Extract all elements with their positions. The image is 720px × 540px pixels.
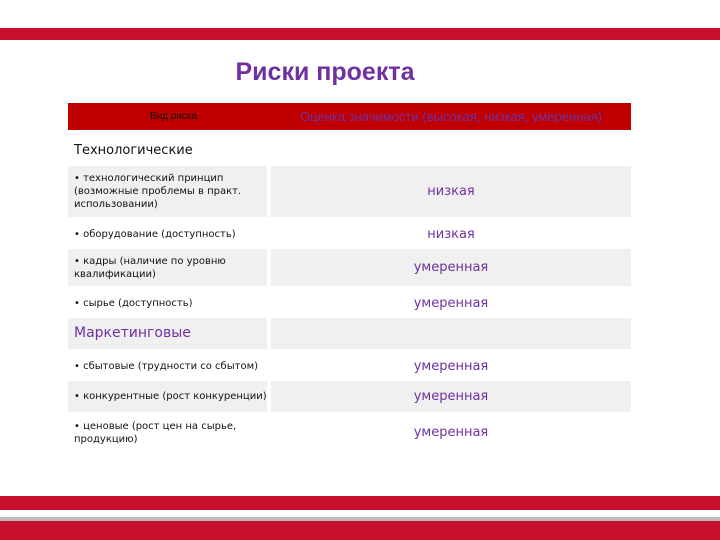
risk-cell: • ценовые (рост цен на сырье, продукцию): [74, 420, 237, 445]
table-row: [68, 166, 631, 217]
section-label: Технологические: [74, 142, 193, 158]
section-label: Маркетинговые: [68, 318, 267, 349]
bottom-red-band-2: [0, 521, 720, 540]
level-cell: низкая: [427, 226, 475, 242]
level-cell: умеренная: [413, 358, 489, 374]
risk-cell: • конкурентные (рост конкуренции): [68, 381, 267, 412]
table-row: [68, 288, 631, 318]
header-significance: Оценка значимости (высокая, низкая, умеренная): [271, 103, 631, 130]
risk-cell: • сырье (доступность): [74, 297, 193, 309]
risk-cell: • кадры (наличие по уровню квалификации): [68, 249, 267, 286]
table-row: [68, 414, 631, 451]
section-row-marketing: [68, 318, 631, 349]
table-row: [68, 381, 631, 412]
level-cell: умеренная: [413, 295, 489, 311]
level-cell: умеренная: [271, 381, 631, 412]
header-risk-type: Вид риска: [68, 103, 273, 130]
bottom-red-band: [0, 496, 720, 510]
risk-cell: • оборудование (доступность): [74, 228, 236, 240]
level-cell: низкая: [271, 166, 631, 217]
risk-cell: • технологический принцип (возможные проблемы в практ. использовании): [68, 166, 267, 217]
table-row: [68, 219, 631, 249]
empty-cell: [271, 318, 631, 349]
level-cell: умеренная: [413, 425, 489, 440]
top-red-band: [0, 28, 720, 40]
table-row: [68, 249, 631, 286]
page-title: Риски проекта: [235, 58, 415, 86]
section-row-technological: [68, 136, 631, 164]
risk-cell: • сбытовые (трудности со сбытом): [74, 360, 259, 372]
level-cell: умеренная: [271, 249, 631, 286]
table-row: [68, 351, 631, 381]
